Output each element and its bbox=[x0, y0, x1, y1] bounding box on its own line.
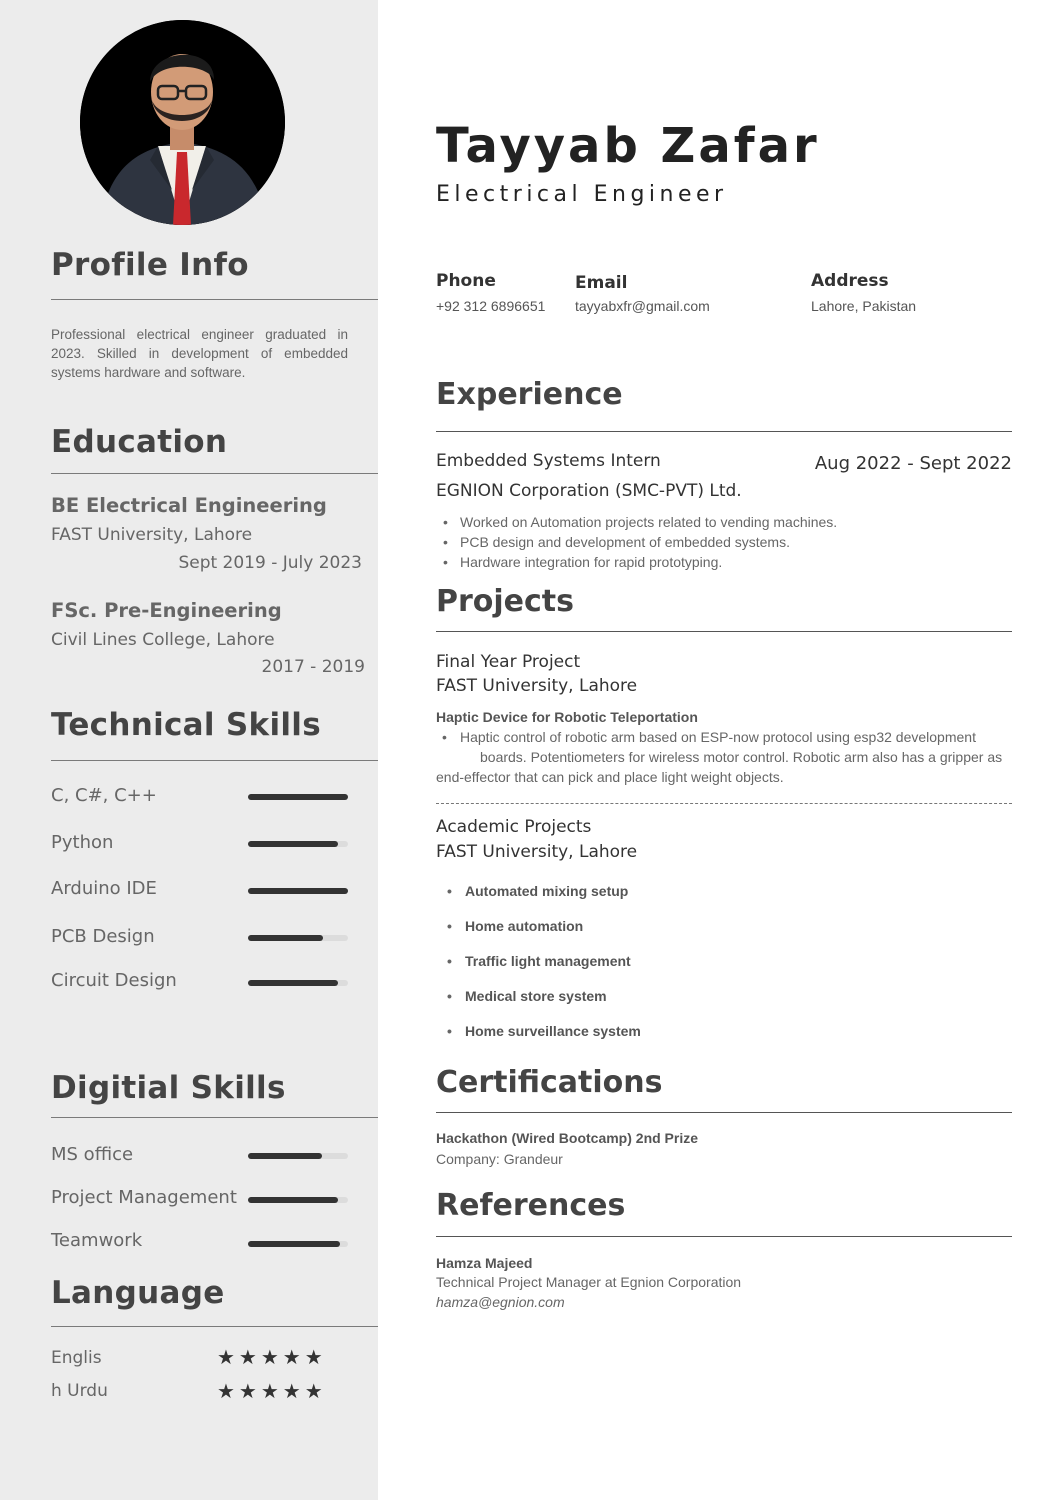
experience-bullets bbox=[440, 512, 1012, 572]
experience-role: Embedded Systems Intern bbox=[436, 451, 661, 471]
skill-bar-fill bbox=[248, 980, 338, 986]
academic-projects-organization: FAST University, Lahore bbox=[436, 842, 638, 862]
skill-bar-fill bbox=[248, 794, 348, 800]
skill-name: Teamwork bbox=[51, 1230, 143, 1251]
email-value: tayyabxfr@gmail.com bbox=[575, 298, 710, 314]
skill-name: Python bbox=[51, 832, 114, 853]
profile-heading: Profile Info bbox=[51, 247, 249, 283]
education-degree: BE Electrical Engineering bbox=[51, 494, 327, 517]
education-degree: FSc. Pre-Engineering bbox=[51, 599, 282, 622]
skill-bar bbox=[248, 888, 348, 894]
profile-divider bbox=[51, 299, 378, 300]
skill-name: Arduino IDE bbox=[51, 878, 157, 899]
technical-skills-divider bbox=[51, 760, 378, 761]
skill-bar bbox=[248, 980, 348, 986]
language-heading: Language bbox=[51, 1275, 225, 1311]
candidate-name: Tayyab Zafar bbox=[436, 118, 820, 174]
education-heading: Education bbox=[51, 424, 228, 460]
skill-bar bbox=[248, 935, 348, 941]
skill-bar-fill bbox=[248, 888, 348, 894]
skill-bar bbox=[248, 841, 348, 847]
certification-company: Company: Grandeur bbox=[436, 1151, 563, 1167]
experience-divider bbox=[436, 431, 1012, 432]
skill-bar bbox=[248, 1197, 348, 1203]
projects-heading: Projects bbox=[436, 584, 575, 619]
reference-position: Technical Project Manager at Egnion Corporation bbox=[436, 1274, 742, 1290]
skill-bar bbox=[248, 1153, 348, 1159]
education-dates: Sept 2019 - July 2023 bbox=[178, 553, 362, 573]
skill-bar-fill bbox=[248, 1197, 338, 1203]
fyp-bullet-continued: boards. Potentiometers for wireless motor control. Robotic arm also has a gripper as bbox=[480, 749, 1003, 765]
reference-email: hamza@egnion.com bbox=[436, 1294, 565, 1310]
phone-label: Phone bbox=[436, 271, 496, 291]
list-item bbox=[436, 727, 1012, 747]
education-school: Civil Lines College, Lahore bbox=[51, 630, 275, 650]
profile-photo bbox=[80, 20, 285, 225]
academic-projects-list bbox=[445, 881, 641, 1056]
language-divider bbox=[51, 1326, 378, 1327]
profile-summary: Professional electrical engineer graduated in 2023. Skilled in development of embedded systems hardware and software. bbox=[51, 327, 348, 380]
star-rating-icon: ★★★★★ bbox=[217, 1345, 327, 1369]
dashed-divider bbox=[436, 803, 1012, 804]
skill-bar bbox=[248, 1241, 348, 1247]
experience-dates: Aug 2022 - Sept 2022 bbox=[814, 453, 1012, 474]
skill-name: C, C#, C++ bbox=[51, 785, 157, 806]
address-value: Lahore, Pakistan bbox=[811, 298, 917, 314]
fyp-organization: FAST University, Lahore bbox=[436, 676, 638, 696]
certifications-divider bbox=[436, 1112, 1012, 1113]
projects-divider bbox=[436, 631, 1012, 632]
certifications-heading: Certifications bbox=[436, 1065, 663, 1100]
education-divider bbox=[51, 473, 378, 474]
fyp-title: Final Year Project bbox=[436, 652, 581, 672]
list-item: • Worked on Automation projects related to vending machines. bbox=[440, 512, 1012, 532]
fyp-description bbox=[436, 727, 1012, 787]
address-label: Address bbox=[811, 271, 889, 291]
main-content bbox=[378, 0, 1061, 1500]
email-label: Email bbox=[575, 273, 628, 293]
star-rating-icon: ★★★★★ bbox=[217, 1379, 327, 1403]
skill-name: Project Management bbox=[51, 1187, 237, 1208]
digital-skills-heading: Digitial Skills bbox=[51, 1070, 286, 1106]
academic-projects-title: Academic Projects bbox=[436, 817, 592, 837]
references-heading: References bbox=[436, 1188, 626, 1223]
fyp-bullet-first-line: Haptic control of robotic arm based on ESP-now protocol using esp32 development bbox=[460, 729, 976, 745]
reference-name: Hamza Majeed bbox=[436, 1255, 533, 1271]
experience-heading: Experience bbox=[436, 377, 623, 412]
fyp-bullet-end: end-effector that can pick and place light weight objects. bbox=[436, 769, 784, 785]
technical-skills-heading: Technical Skills bbox=[51, 707, 321, 743]
references-divider bbox=[436, 1236, 1012, 1237]
skill-bar bbox=[248, 794, 348, 800]
fyp-project-name: Haptic Device for Robotic Teleportation bbox=[436, 709, 698, 725]
language-name: h Urdu bbox=[51, 1381, 108, 1401]
sidebar bbox=[0, 0, 378, 1500]
skill-bar-fill bbox=[248, 1153, 322, 1159]
education-dates: 2017 - 2019 bbox=[261, 657, 365, 677]
list-item: • Home surveillance system bbox=[445, 1021, 641, 1056]
skill-bar-fill bbox=[248, 841, 338, 847]
profile-photo-illustration bbox=[80, 20, 285, 225]
bullet-icon: • bbox=[442, 729, 447, 745]
skill-name: MS office bbox=[51, 1144, 134, 1165]
skill-bar-fill bbox=[248, 1241, 340, 1247]
skill-name: PCB Design bbox=[51, 926, 155, 947]
education-school: FAST University, Lahore bbox=[51, 525, 253, 545]
list-item: • Automated mixing setup bbox=[445, 881, 641, 916]
digital-skills-divider bbox=[51, 1117, 378, 1118]
experience-company: EGNION Corporation (SMC-PVT) Ltd. bbox=[436, 481, 742, 501]
skill-name: Circuit Design bbox=[51, 970, 177, 991]
language-name: Englis bbox=[51, 1348, 102, 1368]
certification-name: Hackathon (Wired Bootcamp) 2nd Prize bbox=[436, 1130, 699, 1146]
list-item: • Medical store system bbox=[445, 986, 641, 1021]
list-item: • PCB design and development of embedded systems. bbox=[440, 532, 1012, 552]
list-item: • Traffic light management bbox=[445, 951, 641, 986]
phone-value: +92 312 6896651 bbox=[436, 298, 546, 314]
list-item: • Home automation bbox=[445, 916, 641, 951]
list-item: • Hardware integration for rapid prototyping. bbox=[440, 552, 1012, 572]
skill-bar-fill bbox=[248, 935, 323, 941]
candidate-title: Electrical Engineer bbox=[436, 182, 728, 207]
